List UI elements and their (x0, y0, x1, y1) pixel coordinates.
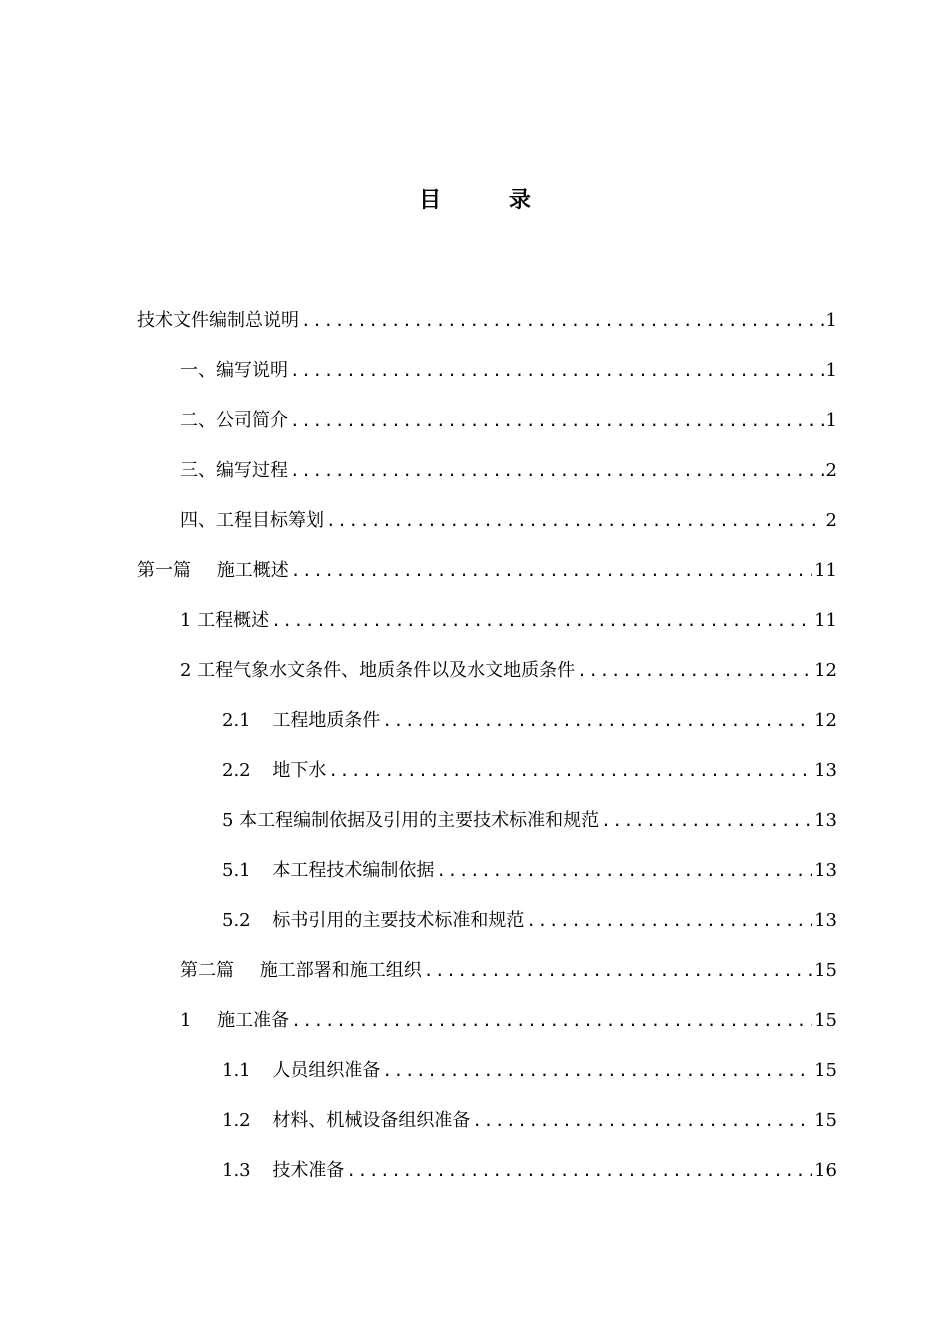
toc-entry[interactable] (222, 806, 837, 836)
toc-entry-label: 1.3 技术准备 (222, 1160, 345, 1181)
toc-leader-dots (436, 856, 812, 886)
toc-leader-dots (301, 306, 824, 336)
toc-leader-dots (577, 656, 812, 686)
toc-entry-page: 15 (814, 960, 837, 981)
toc-entry[interactable] (180, 656, 837, 686)
page-title: 目 录 (419, 188, 561, 213)
toc-entry-label: 第二篇 施工部署和施工组织 (180, 960, 422, 981)
toc-entry[interactable] (180, 456, 837, 486)
toc-entry-page: 13 (814, 810, 837, 831)
toc-leader-dots (271, 606, 812, 636)
toc-entry[interactable] (222, 856, 837, 886)
toc-entry-label: 1.1 人员组织准备 (222, 1060, 381, 1081)
toc-entry[interactable] (137, 556, 837, 586)
toc-entry-page: 16 (814, 1160, 837, 1181)
toc-entry[interactable] (180, 1006, 837, 1036)
toc-entry-page: 12 (814, 660, 837, 681)
toc-entry-page: 15 (814, 1110, 837, 1131)
toc-entry-label: 一、编写说明 (180, 360, 288, 381)
toc-entry-page: 15 (814, 1060, 837, 1081)
toc-leader-dots (290, 356, 824, 386)
toc-entry-label: 2.1 工程地质条件 (222, 710, 381, 731)
toc-entry-page: 11 (814, 610, 837, 631)
toc-entry-label: 第一篇 施工概述 (137, 560, 289, 581)
toc-leader-dots (290, 456, 824, 486)
toc-entry-page: 2 (825, 510, 837, 531)
toc-entry-page: 13 (814, 760, 837, 781)
toc-leader-dots (601, 806, 812, 836)
toc-entry-page: 15 (814, 1010, 837, 1031)
toc-entry-page: 1 (825, 310, 837, 331)
toc-entry-label: 5 本工程编制依据及引用的主要技术标准和规范 (222, 810, 600, 831)
toc-entry-label: 技术文件编制总说明 (137, 310, 299, 331)
toc-leader-dots (326, 506, 824, 536)
toc-entry[interactable] (222, 1106, 837, 1136)
toc-entry[interactable] (180, 356, 837, 386)
toc-entry-label: 四、工程目标筹划 (180, 510, 324, 531)
toc-entry[interactable] (222, 756, 837, 786)
toc-entry[interactable] (222, 1056, 837, 1086)
toc-leader-dots (472, 1106, 812, 1136)
toc-leader-dots (382, 1056, 812, 1086)
toc-entry[interactable] (180, 606, 837, 636)
toc-entry-label: 5.1 本工程技术编制依据 (222, 860, 435, 881)
toc-leader-dots (424, 956, 812, 986)
toc-entry-page: 12 (814, 710, 837, 731)
toc-leader-dots (328, 756, 812, 786)
toc-entry[interactable] (180, 956, 837, 986)
toc-entry[interactable] (180, 406, 837, 436)
toc-leader-dots (290, 406, 824, 436)
toc-entry-page: 11 (814, 560, 837, 581)
toc-entry[interactable] (180, 506, 837, 536)
toc-entry-label: 三、编写过程 (180, 460, 288, 481)
toc-entry[interactable] (222, 706, 837, 736)
toc-entry-page: 1 (825, 360, 837, 381)
toc-leader-dots (291, 556, 812, 586)
toc-entry-label: 1 施工准备 (180, 1010, 290, 1031)
toc-entry-label: 二、公司简介 (180, 410, 288, 431)
toc-entry[interactable] (137, 306, 837, 336)
toc-entry-page: 13 (814, 910, 837, 931)
toc-entry-label: 5.2 标书引用的主要技术标准和规范 (222, 910, 525, 931)
toc-entry-label: 2 工程气象水文条件、地质条件以及水文地质条件 (180, 660, 576, 681)
toc-leader-dots (382, 706, 812, 736)
toc-leader-dots (526, 906, 812, 936)
toc-entry-label: 2.2 地下水 (222, 760, 327, 781)
toc-entry-page: 1 (825, 410, 837, 431)
toc-entry-page: 2 (825, 460, 837, 481)
toc-entry-label: 1 工程概述 (180, 610, 270, 631)
toc-entry[interactable] (222, 906, 837, 936)
toc-entry-label: 1.2 材料、机械设备组织准备 (222, 1110, 471, 1131)
toc-entry-page: 13 (814, 860, 837, 881)
toc-leader-dots (346, 1156, 812, 1186)
toc-leader-dots (291, 1006, 812, 1036)
toc-entry[interactable] (222, 1156, 837, 1186)
